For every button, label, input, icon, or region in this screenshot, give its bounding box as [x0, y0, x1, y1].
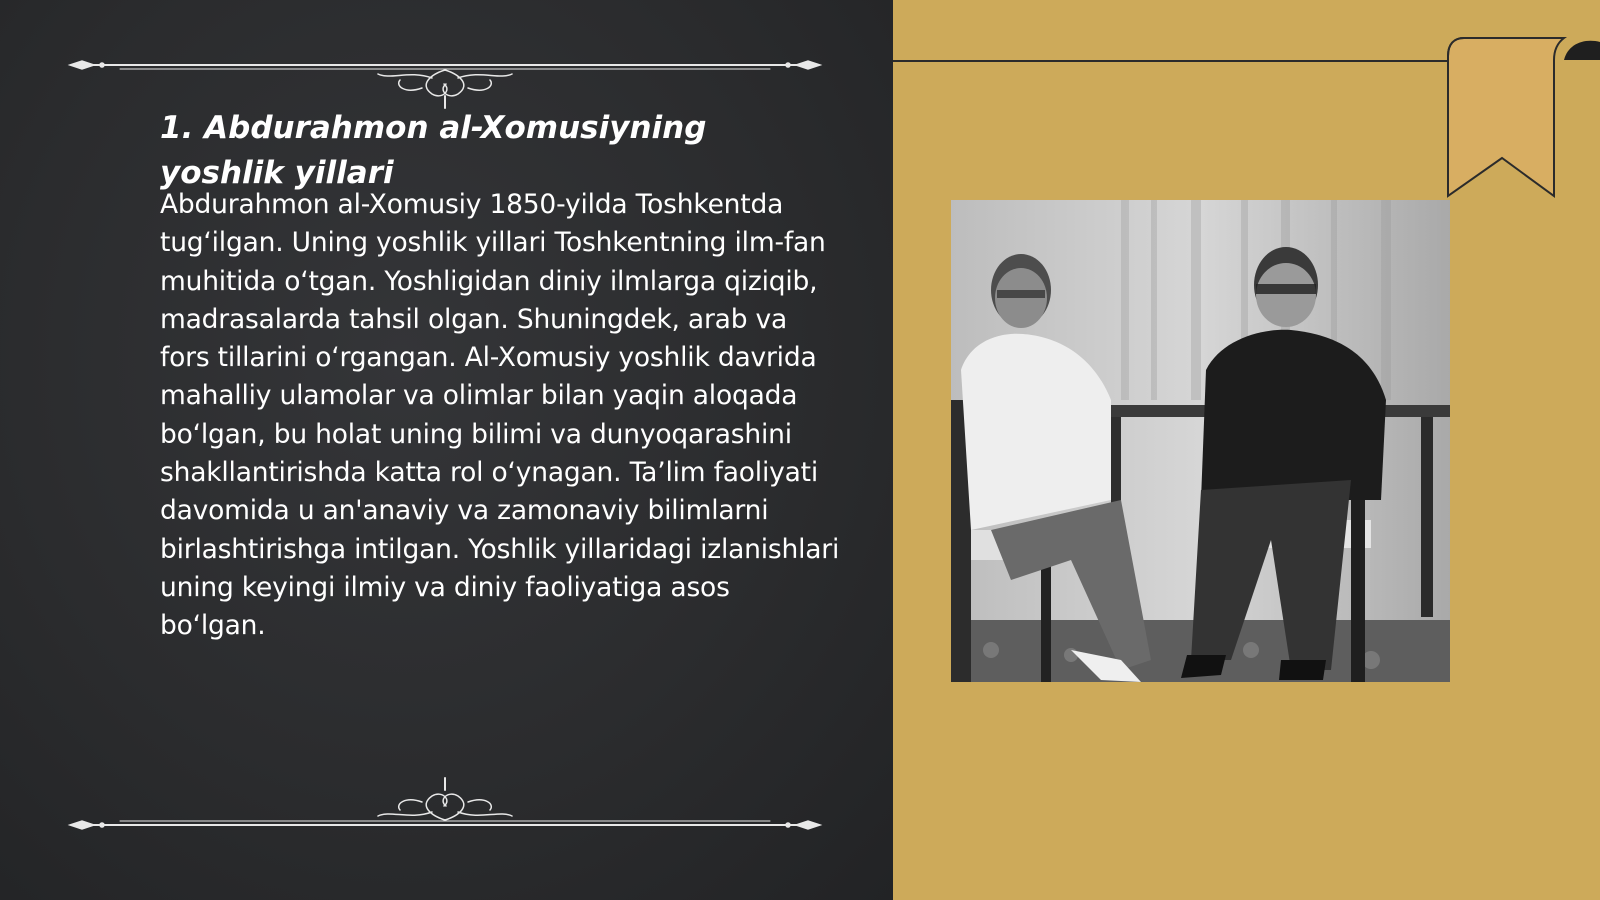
historical-photo — [951, 200, 1450, 682]
slide-title: 1. Abdurahmon al-Xomusiyning yoshlik yillari — [160, 110, 707, 191]
bookmark-ribbon-icon — [1434, 36, 1600, 202]
slide-body-text: Abdurahmon al-Xomusiy 1850-yilda Toshkentda tug‘ilgan. Uning yoshlik yillari Toshkentning ilm-fan muhitida o‘tgan. Yoshligidan diniy ilmlarga qiziqib, madrasalarda tahsil olgan. Shuningdek, arab va fors tillarini o‘rgangan. Al-Xomusiy yoshlik davrida mahalliy ulamolar va olimlar bilan yaqin aloqada bo‘lgan, bu holat uning bilimi va dunyoqarashini shakllantirishda katta rol o‘ynagan. Ta’lim faoliyati davomida u an'anaviy va zamonaviy bilimlarni birlashtirishga intilgan. Yoshlik yillaridagi izlanishlari uning keyingi ilmiy va diniy faoliyatiga asos bo‘lgan. — [160, 189, 840, 642]
header-divider-line — [893, 60, 1468, 62]
top-flourish-divider-icon — [60, 40, 830, 110]
photo-image — [951, 200, 1450, 682]
bottom-flourish-divider-icon — [60, 770, 830, 840]
